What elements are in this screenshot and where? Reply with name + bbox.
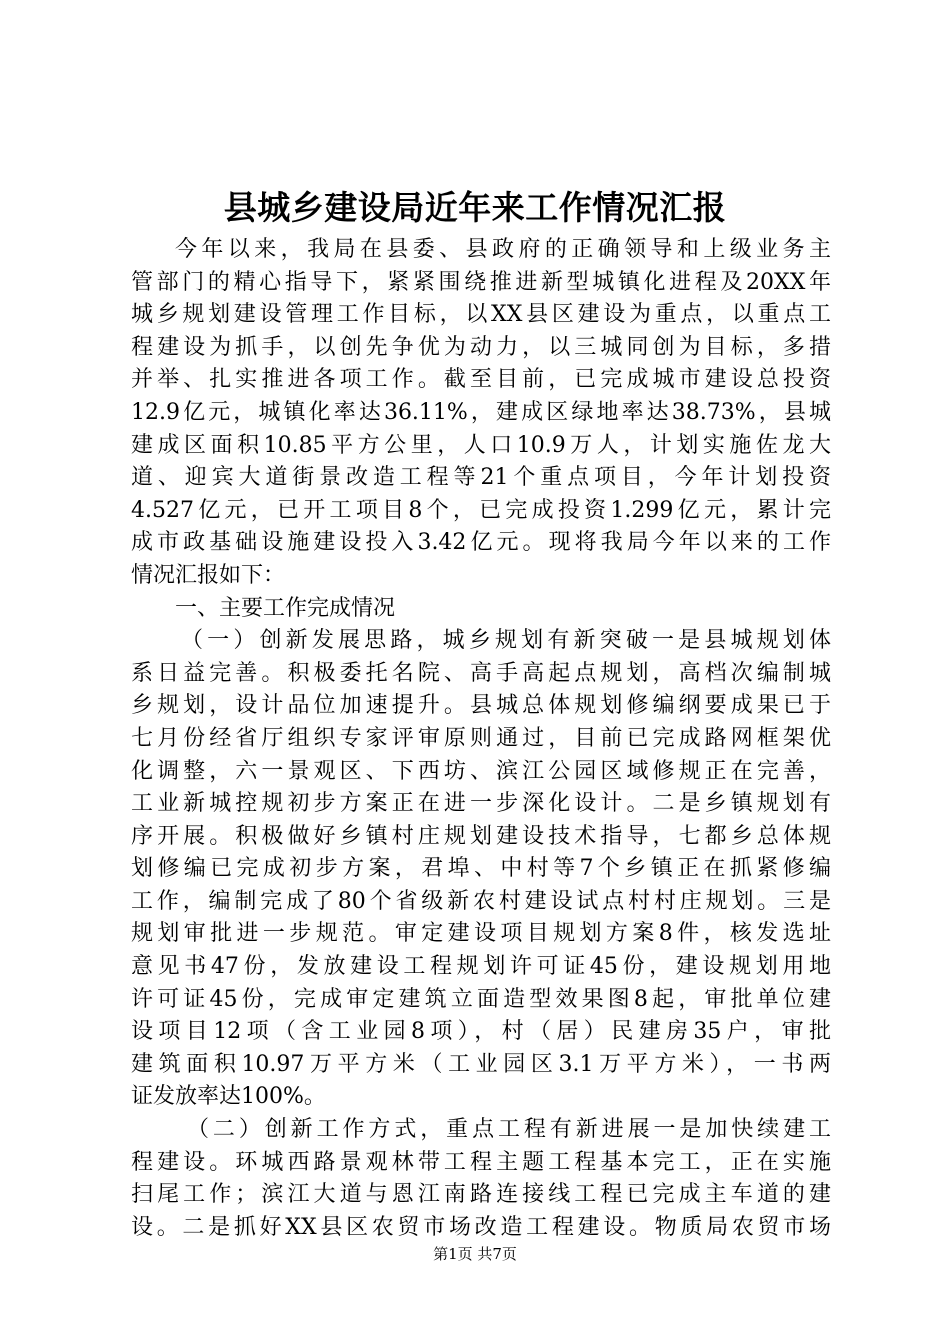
paragraph-line: 情况汇报如下： <box>131 562 286 588</box>
paragraph-line: 序开展。积极做好乡镇村庄规划建设技术指导，七都乡总体规 <box>131 823 831 849</box>
paragraph-line: 程建设。环城西路景观林带工程主题工程基本完工，正在实施 <box>131 1149 831 1175</box>
paragraph-line: 工业新城控规初步方案正在进一步深化设计。二是乡镇规划有 <box>131 791 831 817</box>
paragraph-line: 并举、扎实推进各项工作。截至目前，已完成城市建设总投资 <box>131 367 831 393</box>
paragraph-line: 许可证45份，完成审定建筑立面造型效果图8起，审批单位建 <box>131 986 831 1012</box>
paragraph-line: 管部门的精心指导下，紧紧围绕推进新型城镇化进程及20XX年 <box>131 269 831 295</box>
page-footer: 第1页 共7页 <box>433 1245 517 1263</box>
paragraph-line: 建成区面积10.85平方公里，人口10.9万人，计划实施佐龙大 <box>131 432 831 458</box>
paragraph-line: 城乡规划建设管理工作目标，以XX县区建设为重点，以重点工 <box>131 302 831 328</box>
paragraph-line: 划修编已完成初步方案，君埠、中村等7个乡镇正在抓紧修编 <box>131 856 831 882</box>
document-title: 县城乡建设局近年来工作情况汇报 <box>223 188 727 227</box>
paragraph-line: 12.9亿元，城镇化率达36.11%，建成区绿地率达38.73%，县城 <box>131 399 831 425</box>
paragraph-line: （二）创新工作方式，重点工程有新进展一是加快续建工 <box>187 1117 831 1143</box>
paragraph-line: 意见书47份，发放建设工程规划许可证45份，建设规划用地 <box>131 954 831 980</box>
paragraph-line: 化调整，六一景观区、下西坊、滨江公园区域修规正在完善， <box>131 758 831 784</box>
paragraph-line: 扫尾工作；滨江大道与恩江南路连接线工程已完成主车道的建 <box>131 1182 831 1208</box>
paragraph-line: 设项目12项（含工业园8项），村（居）民建房35户，审批 <box>131 1019 831 1045</box>
paragraph-line: 道、迎宾大道街景改造工程等21个重点项目，今年计划投资 <box>131 465 831 491</box>
paragraph-line: 工作，编制完成了80个省级新农村建设试点村村庄规划。三是 <box>131 888 831 914</box>
paragraph-line: 证发放率达100%。 <box>131 1084 326 1110</box>
paragraph-line: （一）创新发展思路，城乡规划有新突破一是县城规划体 <box>181 628 831 654</box>
paragraph-line: 乡规划，设计品位加速提升。县城总体规划修编纲要成果已于 <box>131 693 831 719</box>
paragraph-line: 七月份经省厅组织专家评审原则通过，目前已完成路网框架优 <box>131 725 831 751</box>
paragraph-line: 规划审批进一步规范。审定建设项目规划方案8件，核发选址 <box>131 921 831 947</box>
paragraph-line: 程建设为抓手，以创先争优为动力，以三城同创为目标，多措 <box>131 334 831 360</box>
paragraph-line: 4.527亿元，已开工项目8个，已完成投资1.299亿元，累计完 <box>131 497 831 523</box>
section-heading: 一、主要工作完成情况 <box>175 595 396 621</box>
paragraph-line: 今年以来，我局在县委、县政府的正确领导和上级业务主 <box>175 237 831 262</box>
paragraph-line: 设。二是抓好XX县区农贸市场改造工程建设。物质局农贸市场 <box>131 1214 831 1240</box>
paragraph-line: 成市政基础设施建设投入3.42亿元。现将我局今年以来的工作 <box>131 530 831 556</box>
paragraph-line: 建筑面积10.97万平方米（工业园区3.1万平方米），一书两 <box>131 1051 831 1077</box>
document-body <box>131 234 831 1244</box>
paragraph-line: 系日益完善。积极委托名院、高手高起点规划，高档次编制城 <box>131 660 831 686</box>
